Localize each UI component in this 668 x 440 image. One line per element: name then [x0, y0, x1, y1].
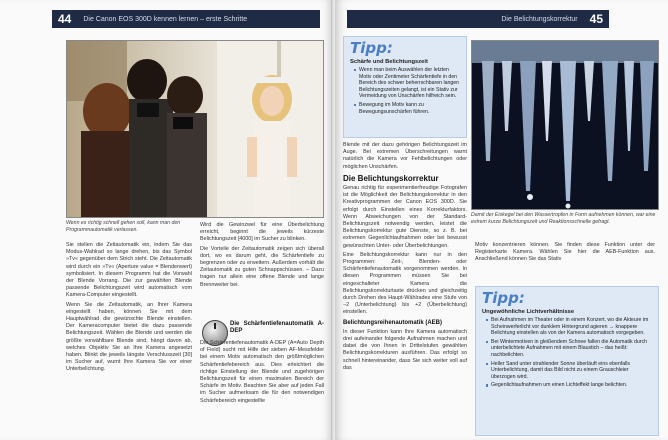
tip-subtitle: Ungewöhnliche Lichtverhältnisse [482, 309, 575, 315]
tip-item: Bei Aufnahmen im Theater oder in einem Konzert, wo die Akteure im Scheinwerferlicht vor dunklem Hintergrund agieren → knappere Belichtung einstellen als von der Kamera automatisch vorgegeben. [486, 317, 652, 337]
paragraph: Die Vorteile der Zeitautomatik zeigen sich überall dort, wo es darum geht, die Schärfentiefe zu begrenzen oder zu erweitern. Außerdem vorhält die Zeitautomatik zu guten Schnappschüssen. – Dazu tragen nur allein eine offene Blende und lange Brennweiter bei. [200, 245, 324, 288]
paragraph: Blende mit der dazu gehörigen Belichtungszeit im Auge. Bei extremen Überschreitungen warnt natürlich die Kamera vor Fehlbelichtungen oder möglichen Unschärfen. [343, 142, 467, 170]
photographers-illustration [67, 41, 323, 217]
header-title-left: Die Canon EOS 300D kennen lernen – erste Schritte [83, 15, 248, 23]
left-header [52, 10, 320, 28]
tip-item: Bei Wintermotiven in gleißendem Schnee fallen die Automatik durch unterbelichtete Aufnahmen mit einem Blaustich – das heißt: nachbelichten. [486, 339, 652, 359]
tip-title: Tipp: [350, 39, 393, 57]
paragraph: Wenn Sie die Zeitautomatik, an Ihrer Kamera eingestellt haben, können Sie mit dem Hauptwählrad die gewünschte Blende einstellen. Der Kameracomputer bietet die dazu passende Belichtungszeit. Wählen die Blende und werden die größte vorwählbare Blende sind, hängt davon ab, welches Objektiv Sie an Ihre Kamera angesetzt haben. Blinkt die jeweils längste Verschlusszeit [30] im Sucher auf, wurnt Ihre Kamera Sie vor einer Unterbelichtung. [66, 301, 192, 373]
left-column-1 [66, 242, 192, 376]
photo-photographers [66, 40, 324, 218]
section-heading-exposure: Die Belichtungskorrektur [343, 173, 439, 183]
page-number-left: 44 [58, 12, 72, 26]
tip-list [486, 317, 652, 389]
right-column-2: Motiv konzentrieren können. Sie finden diese Funktion unter der Registerkarte Kamera. Wählen Sie hier die AEB-Funktion aus. Anschließend können Sie das Stativ [475, 242, 655, 263]
tip-subtitle: Schärfe und Belichtungszeit [350, 59, 428, 65]
section-heading-aeb: Belichtungsreihenautomatik (AEB) [343, 319, 443, 326]
left-page [0, 0, 333, 440]
photo-caption-right: Damit der Eiskegel bei den Wassertropfen in Form aufnehmen können, war eine extrem kurze Belichtungszeit und Reaktionsschnelle gefragt. [471, 212, 656, 225]
tip-list [354, 67, 460, 115]
left-column-2 [200, 222, 324, 291]
tip-item: Gegenlichtaufnahmen um einen Lichteffekt lange belichten. [486, 382, 652, 389]
tip-box-lighting [475, 286, 659, 436]
photo-caption-left: Wenn es richtig schnell gehen soll, kann man den Programmautomatik verlassen. [66, 220, 181, 233]
right-header [347, 10, 609, 28]
tip-box-sharpness [343, 36, 467, 138]
paragraph: Wird die Gewinzwel für eine Überbelichtung erreicht, beginnt die jeweils kürzeste Belichtungszeit [4000] im Sucher zu blinken. [200, 222, 324, 243]
paragraph: Eine Belichtungskorrektur kann nur in den Programmen: Zeit-, Blenden- oder Schärfentiefenautomatik vorgenommen werden. In diesen Programmen müssen Sie bei eingeschalteter Kamera die Belichtungskorrekturtaste drücken und gleichzeitig durch Drehen des Haupt-Wählrades eine Stufe von −2 (Unterbelichtung) bis +2 (Überbelichtung) einstellen. [343, 251, 467, 316]
tip-item: Wenn man beim Auswählen der letzten Motiv oder Zentimeter Schärfentiefe in den Bereich des schwer beherrschbaren langen Belichtungszeiten gelangt, ist ein Stativ zur Vermeidung von Unschärfen hilfreich sein. [354, 67, 460, 100]
right-column-1 [343, 142, 467, 374]
tip-item: Bewegung im Motiv kann zu Bewegungsunschärfen führen. [354, 102, 460, 115]
paragraph: Genau richtig für experimentierfreudige Fotografen ist die Möglichkeit der Belichtungskorrektur in den Kreativprogrammen der Canon EOS 300D. Sie erfolgt durch Einstellen eines Korrekturfaktors. Wenn Abweichungen von der Standard-Belichtungszeit notwendig werden, leistet die Belichtungskorrektur gute Dienste, so z. B. bei extremen Gegenlichtaufnahmen oder bei bewusst gewünschten Unter- oder Überbelichtungen. [343, 185, 467, 249]
paragraph: In dieser Funktion kann Ihre Kamera automatisch drei aufeinander folgende Aufnahmen machen und dabei die von Ihnen in Drittelstufen gewählten Belichtungskorrekturen ausführen. Das erfolgt so schnell hintereinander, dass Sie sich weiter voll auf das [343, 328, 467, 371]
header-title-right: Die Belichtungskorrektur [501, 15, 578, 23]
tip-item: Heller Sand unter strahlender Sonne überläuft eins ebenfalls Unterbelichtung, damit das Bild nicht zu einem Grauschleier überzogen wird. [486, 361, 652, 381]
right-page [335, 0, 668, 440]
paragraph: Sie stellen die Zeitautomatik ein, indem Sie das Modus-Wahlrad so lange drehen, bis das Symbol »Tv« gegenüber dem Strich steht. Die Zeitautomatik wird durch ein »Tv« (Aperture value = Blendenwert) symbolisiert. In diesem Programm hat die Vorwahl der Blende Vorrang. Die zur gewählten Blende passende Belichtungszeit wird automatisch vom Kamera-Computer eingestellt. [66, 242, 192, 299]
adep-text: Die Schärfentiefenautomatik A-DEP (A=Auto Depth of Field) sucht mit Hilfe der sieben AF-Messfelder bei einem Motiv automatisch den größtmöglichen Schärfentiefebereich aus. Dies erleichtert die richtige Einstellung der Blende und zugehörigen Belichtungszeit für einen maximalen Bereich der Schärfe im Motiv. Beachten Sie aber auf jeden Fall im Sucher aufmerksam die für den notwendigen Schärfebereich eingestellte [200, 340, 324, 404]
tip-title: Tipp: [482, 289, 525, 307]
page-number-right: 45 [589, 12, 603, 26]
photo-icicles [471, 40, 659, 210]
icicles-illustration [472, 41, 658, 209]
adep-block [230, 318, 324, 337]
adep-heading: Die Schärfentiefenautomatik A-DEP [230, 321, 324, 335]
